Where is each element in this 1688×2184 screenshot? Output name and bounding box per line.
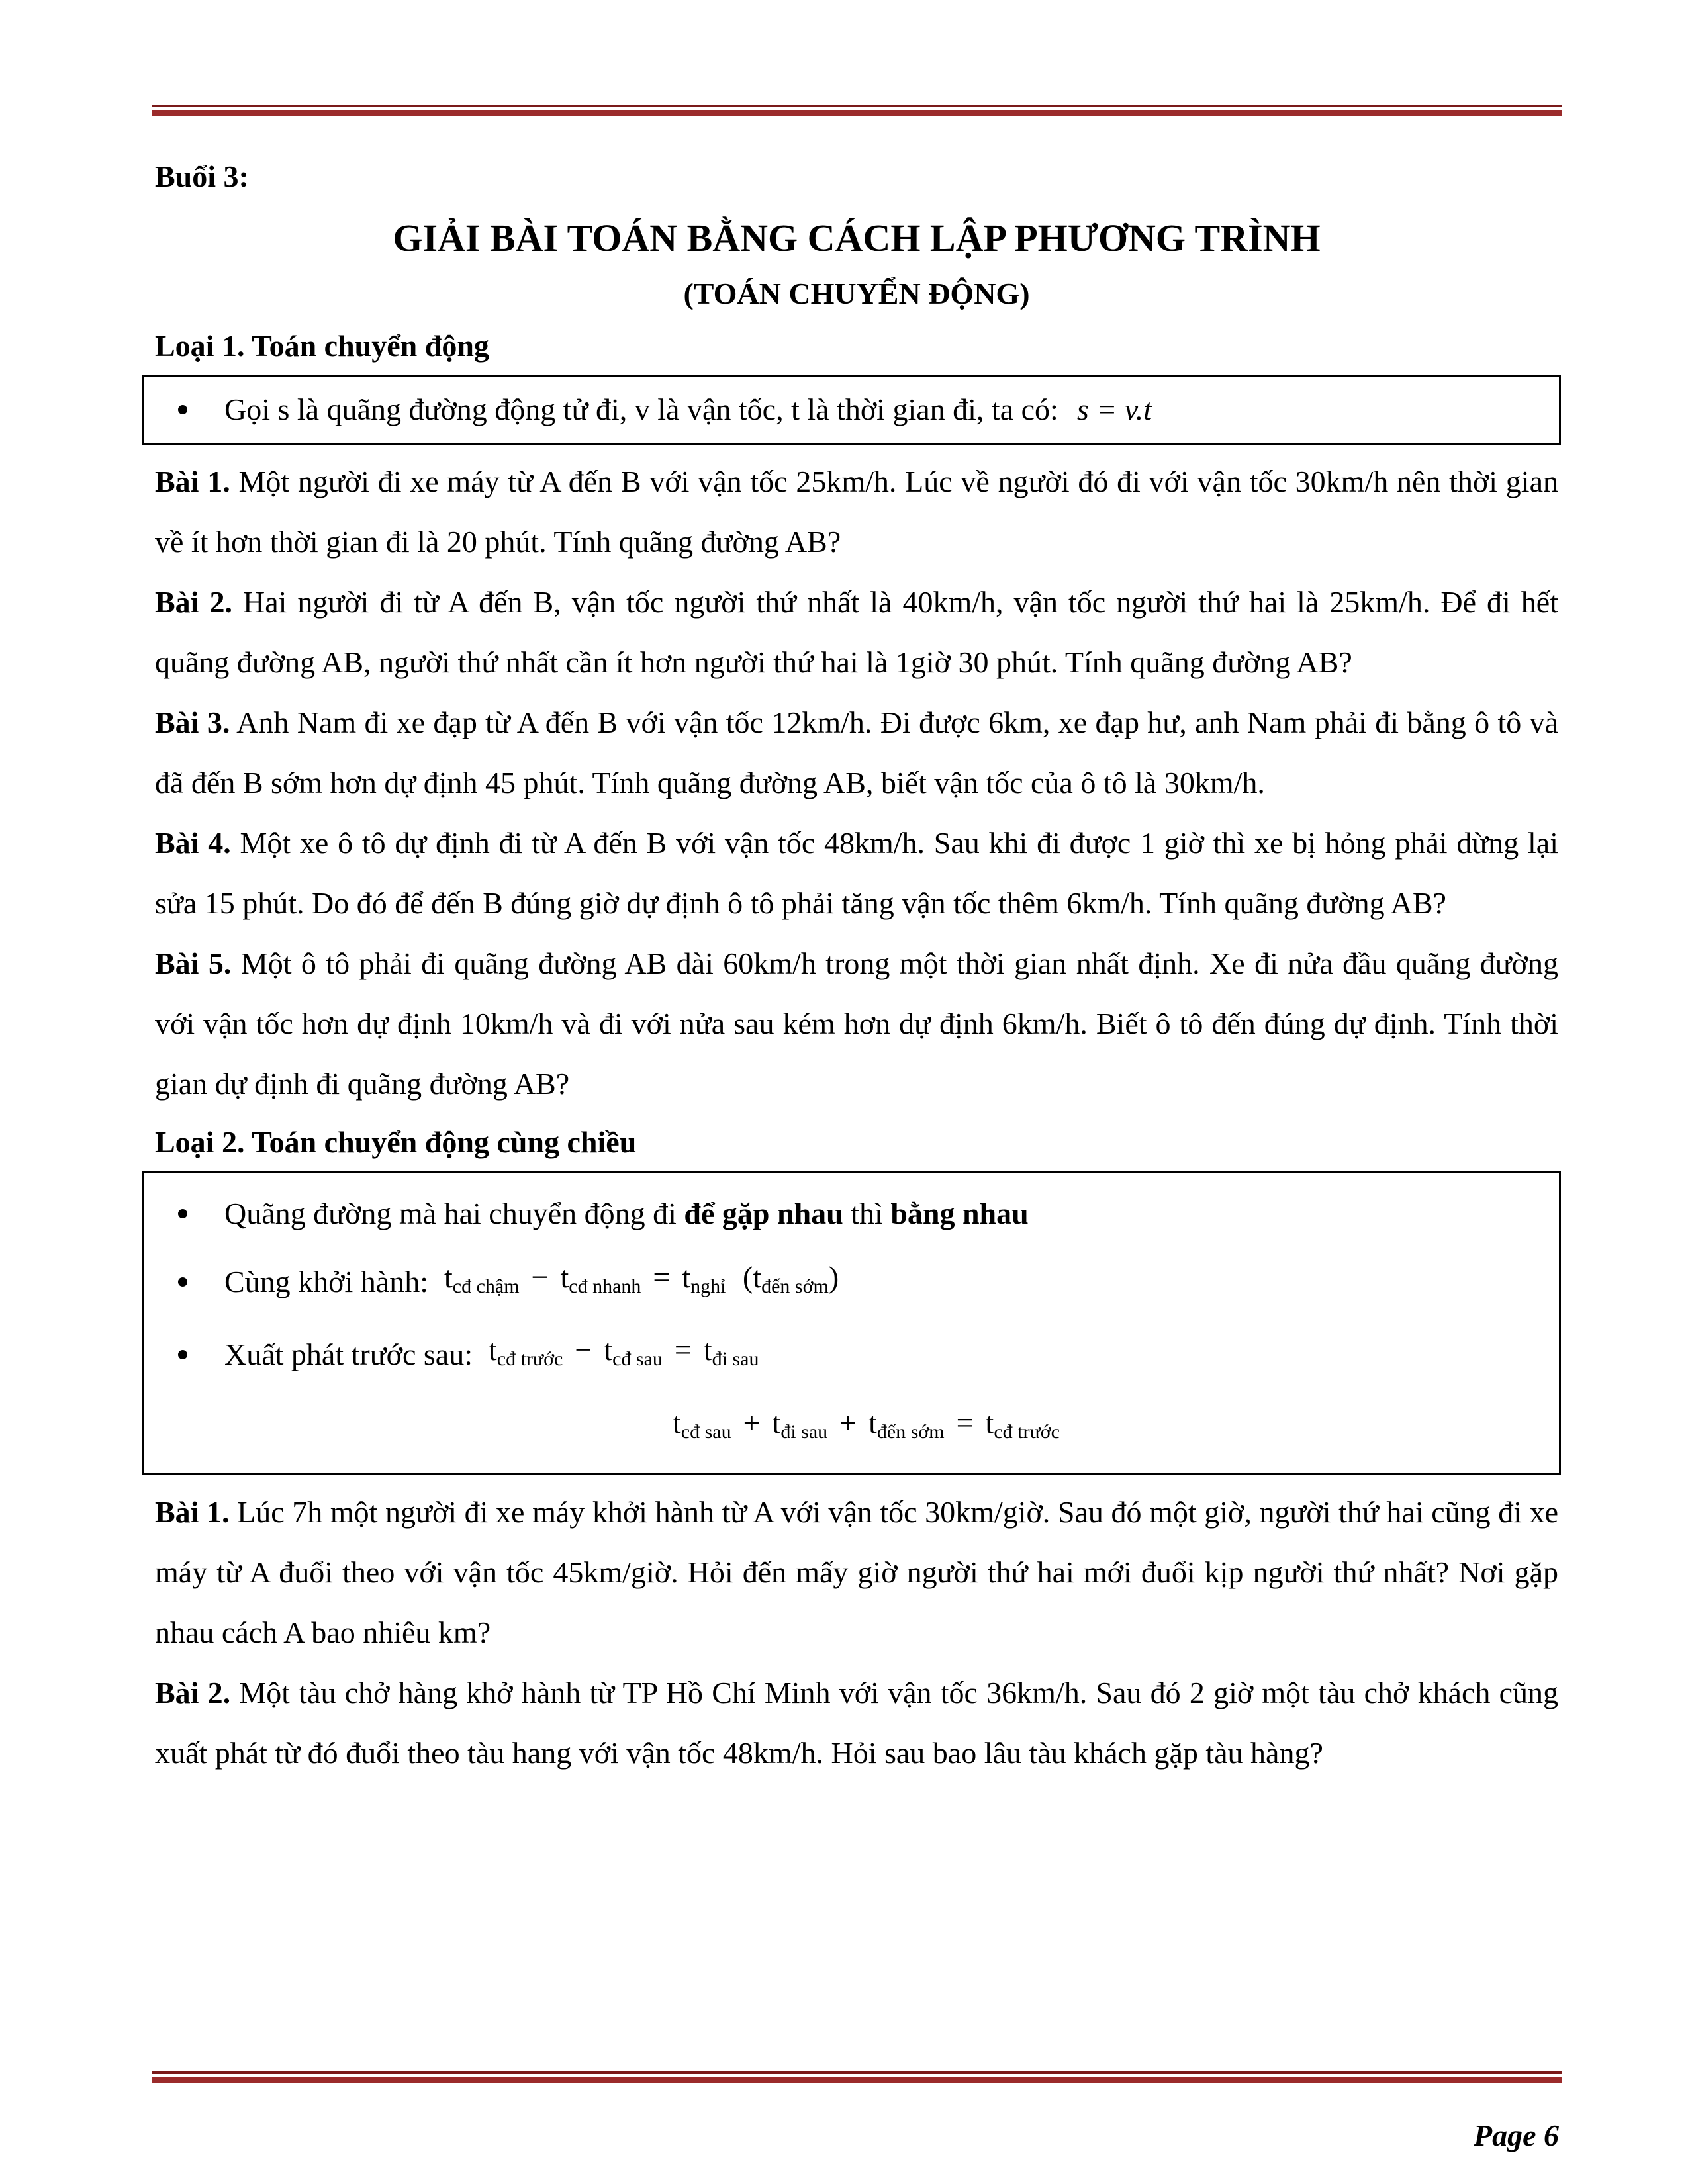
problem-label: Bài 2. [155, 1676, 231, 1709]
problem-label: Bài 1. [155, 1495, 230, 1529]
problem-label: Bài 5. [155, 946, 232, 980]
formula-expression: s = v.t [1076, 392, 1152, 426]
box-line-3 [178, 1318, 1539, 1391]
problem-label: Bài 1. [155, 465, 230, 498]
bold-part: bằng nhau [890, 1197, 1029, 1230]
section1-heading: Loại 1. Toán chuyển động [155, 329, 489, 363]
box-line-3-label: Xuất phát trước sau: [224, 1338, 473, 1371]
section1-problem-3 [155, 692, 1558, 813]
text-part: Quãng đường mà hai chuyển động đi [224, 1197, 684, 1230]
equation-same-start: $t_{cđ chậm} - t_{cđ nhanh} = t_{nghỉ}$ $(t_{đến sớm})$ [444, 1260, 839, 1297]
page-number: Page 6 [1473, 2118, 1559, 2152]
text-part: thì [843, 1197, 891, 1230]
problem-label: Bài 4. [155, 826, 231, 860]
problem-text: Một người đi xe máy từ A đến B với vận tốc 25km/h. Lúc về người đó đi với vận tốc 30km/h nên thời gian về ít hơn thời gian đi là 20 phút. Tính quãng đường AB? [155, 465, 1558, 559]
problem-text: Một xe ô tô dự định đi từ A đến B với vận tốc 48km/h. Sau khi đi được 1 giờ thì xe bị hỏng phải dừng lại sửa 15 phút. Do đó để đến B đúng giờ dự định ô tô phải tăng vận tốc thêm 6km/h. Tính quãng đường AB? [155, 826, 1558, 920]
section1-formula-box [142, 375, 1561, 445]
bullet-icon [178, 405, 187, 414]
page-subtitle: (TOÁN CHUYỂN ĐỘNG) [683, 277, 1030, 310]
formula-text: Gọi s là quãng đường động tử đi, v là vận tốc, t là thời gian đi, ta có: [224, 392, 1058, 426]
box-line-4 [178, 1391, 1539, 1464]
box-line-1 [178, 1182, 1539, 1246]
session-label: Buổi 3: [155, 159, 249, 193]
problem-label: Bài 3. [155, 705, 230, 739]
bottom-rule [152, 2071, 1562, 2083]
page-title: GIẢI BÀI TOÁN BẰNG CÁCH LẬP PHƯƠNG TRÌNH [393, 216, 1321, 259]
problem-label: Bài 2. [155, 585, 232, 619]
top-rule [152, 105, 1562, 116]
bullet-icon [178, 1350, 187, 1359]
bullet-icon [178, 1209, 187, 1218]
section2-problem-1 [155, 1482, 1558, 1662]
bullet-icon [178, 1277, 187, 1287]
problem-text: Anh Nam đi xe đạp từ A đến B với vận tốc 12km/h. Đi được 6km, xe đạp hư, anh Nam phải đi bằng ô tô và đã đến B sớm hơn dự định 45 phút. Tính quãng đường AB, biết vận tốc của ô tô là 30km/h. [155, 705, 1559, 799]
problem-text: Một tàu chở hàng khở hành từ TP Hồ Chí Minh với vận tốc 36km/h. Sau đó 2 giờ một tàu chở khách cũng xuất phát từ đó đuổi theo tàu hang với vận tốc 48km/h. Hỏi sau bao lâu tàu khách gặp tàu hàng? [155, 1676, 1559, 1770]
box-line-2 [178, 1246, 1539, 1318]
page-content [155, 159, 1558, 1783]
problem-text: Một ô tô phải đi quãng đường AB dài 60km/h trong một thời gian nhất định. Xe đi nửa đầu quãng đường với vận tốc hơn dự định 10km/h và đi với nửa sau kém hơn dự định 6km/h. Biết ô tô đến đúng dự định. Tính thời gian dự định đi quãng đường AB? [155, 946, 1559, 1101]
box-line-1-text [224, 1182, 1029, 1246]
section2-heading: Loại 2. Toán chuyển động cùng chiều [155, 1125, 637, 1159]
bold-part: để gặp nhau [684, 1197, 843, 1230]
section1-problem-2 [155, 572, 1558, 692]
section2-formula-box [142, 1171, 1561, 1475]
equation-staggered-start-2: $t_{cđ sau} + t_{đi sau} + t_{đến sớm} = t_{cđ trước}$ [673, 1406, 1060, 1443]
section1-problem-1 [155, 451, 1558, 572]
section1-problem-5 [155, 933, 1558, 1114]
formula-line [178, 378, 1539, 441]
problem-text: Hai người đi từ A đến B, vận tốc người thứ nhất là 40km/h, vận tốc người thứ hai là 25km/h. Để đi hết quãng đường AB, người thứ nhất cần ít hơn người thứ hai là 1giờ 30 phút. Tính quãng đường AB? [155, 585, 1558, 679]
section1-problem-4 [155, 813, 1558, 933]
section2-problem-2 [155, 1662, 1558, 1783]
equation-staggered-start: $t_{cđ trước} - t_{cđ sau} = t_{đi sau}$ [489, 1333, 759, 1370]
problem-text: Lúc 7h một người đi xe máy khởi hành từ A với vận tốc 30km/giờ. Sau đó một giờ, người thứ hai cũng đi xe máy từ A đuổi theo với vận tốc 45km/giờ. Hỏi đến mấy giờ người thứ hai mới đuổi kịp người thứ nhất? Nơi gặp nhau cách A bao nhiêu km? [155, 1495, 1559, 1649]
box-line-2-label: Cùng khởi hành: [224, 1265, 428, 1298]
